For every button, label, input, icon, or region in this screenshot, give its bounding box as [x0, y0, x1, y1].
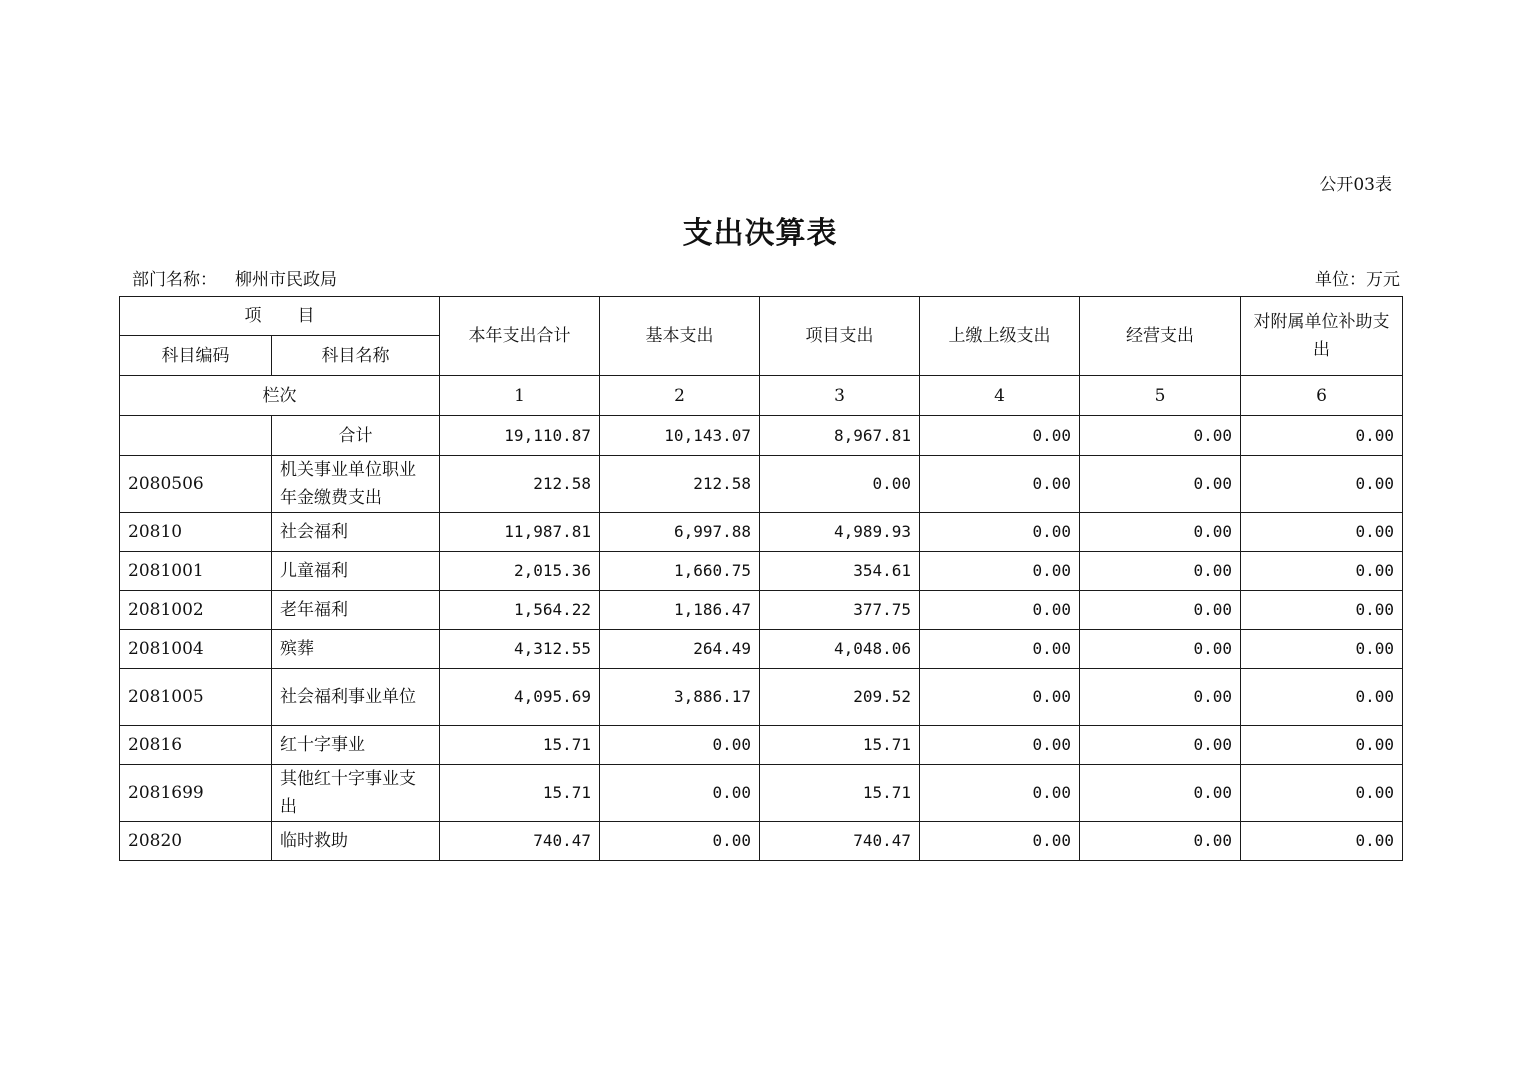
- row-value-3: 15.71: [760, 765, 920, 822]
- col-index-1: 1: [440, 376, 600, 416]
- row-value-1: 15.71: [440, 726, 600, 765]
- row-code: 2081005: [120, 669, 272, 726]
- expenditure-table: [119, 296, 1403, 861]
- row-value-1: 2,015.36: [440, 552, 600, 591]
- row-value-4: 0.00: [920, 552, 1080, 591]
- row-code: 2081002: [120, 591, 272, 630]
- row-value-5: 0.00: [1080, 726, 1241, 765]
- header-code: 科目编码: [120, 336, 272, 376]
- row-value-3: 15.71: [760, 726, 920, 765]
- row-value-5: 0.00: [1080, 765, 1241, 822]
- row-value-1: 1,564.22: [440, 591, 600, 630]
- row-value-2: 264.49: [600, 630, 760, 669]
- row-value-3: 354.61: [760, 552, 920, 591]
- row-value-4: 0.00: [920, 726, 1080, 765]
- total-value-3: 8,967.81: [760, 416, 920, 456]
- row-value-4: 0.00: [920, 456, 1080, 513]
- row-value-6: 0.00: [1241, 726, 1403, 765]
- row-name: 红十字事业: [272, 726, 440, 765]
- header-upper: 上缴上级支出: [920, 297, 1080, 376]
- col-index-4: 4: [920, 376, 1080, 416]
- row-name: 社会福利: [272, 513, 440, 552]
- col-index-5: 5: [1080, 376, 1241, 416]
- form-number: 公开03表: [1319, 175, 1392, 195]
- row-value-2: 0.00: [600, 822, 760, 861]
- header-subsidy: 对附属单位补助支出: [1241, 297, 1403, 376]
- row-value-1: 740.47: [440, 822, 600, 861]
- row-value-4: 0.00: [920, 669, 1080, 726]
- row-value-2: 0.00: [600, 765, 760, 822]
- row-value-5: 0.00: [1080, 456, 1241, 513]
- row-value-4: 0.00: [920, 822, 1080, 861]
- row-value-5: 0.00: [1080, 552, 1241, 591]
- row-code: 2081001: [120, 552, 272, 591]
- row-value-2: 212.58: [600, 456, 760, 513]
- row-value-4: 0.00: [920, 591, 1080, 630]
- row-name: 机关事业单位职业年金缴费支出: [272, 456, 440, 513]
- table-row: [120, 456, 1403, 513]
- table-row: [120, 765, 1403, 822]
- table-row: [120, 726, 1403, 765]
- total-name: 合计: [272, 416, 440, 456]
- total-value-1: 19,110.87: [440, 416, 600, 456]
- row-name: 社会福利事业单位: [272, 669, 440, 726]
- header-basic: 基本支出: [600, 297, 760, 376]
- row-code: 20816: [120, 726, 272, 765]
- department-name: 柳州市民政局: [235, 270, 337, 290]
- row-code: 20820: [120, 822, 272, 861]
- page-title: 支出决算表: [682, 216, 838, 251]
- row-value-3: 377.75: [760, 591, 920, 630]
- row-value-2: 1,660.75: [600, 552, 760, 591]
- row-value-3: 0.00: [760, 456, 920, 513]
- row-value-1: 15.71: [440, 765, 600, 822]
- row-value-6: 0.00: [1241, 591, 1403, 630]
- row-value-6: 0.00: [1241, 552, 1403, 591]
- total-row: [120, 416, 1403, 456]
- row-value-4: 0.00: [920, 765, 1080, 822]
- row-name: 其他红十字事业支出: [272, 765, 440, 822]
- row-value-5: 0.00: [1080, 513, 1241, 552]
- row-code: 20810: [120, 513, 272, 552]
- row-value-3: 740.47: [760, 822, 920, 861]
- col-index-2: 2: [600, 376, 760, 416]
- table-row: [120, 552, 1403, 591]
- header-name: 科目名称: [272, 336, 440, 376]
- row-value-3: 4,989.93: [760, 513, 920, 552]
- col-index-3: 3: [760, 376, 920, 416]
- row-value-6: 0.00: [1241, 669, 1403, 726]
- header-item: 项 目: [120, 297, 440, 336]
- table-row: [120, 513, 1403, 552]
- row-value-3: 209.52: [760, 669, 920, 726]
- row-value-6: 0.00: [1241, 630, 1403, 669]
- row-code: 2081699: [120, 765, 272, 822]
- total-value-4: 0.00: [920, 416, 1080, 456]
- row-value-5: 0.00: [1080, 822, 1241, 861]
- row-code: 2081004: [120, 630, 272, 669]
- row-value-6: 0.00: [1241, 822, 1403, 861]
- row-name: 儿童福利: [272, 552, 440, 591]
- row-value-5: 0.00: [1080, 630, 1241, 669]
- table-row: [120, 669, 1403, 726]
- row-value-1: 11,987.81: [440, 513, 600, 552]
- row-value-2: 0.00: [600, 726, 760, 765]
- row-name: 临时救助: [272, 822, 440, 861]
- table-row: [120, 630, 1403, 669]
- table-row: [120, 822, 1403, 861]
- row-name: 老年福利: [272, 591, 440, 630]
- row-value-2: 1,186.47: [600, 591, 760, 630]
- row-value-5: 0.00: [1080, 591, 1241, 630]
- table-row: [120, 591, 1403, 630]
- header-total: 本年支出合计: [440, 297, 600, 376]
- row-value-3: 4,048.06: [760, 630, 920, 669]
- total-value-5: 0.00: [1080, 416, 1241, 456]
- row-value-1: 4,095.69: [440, 669, 600, 726]
- header-business: 经营支出: [1080, 297, 1241, 376]
- row-value-6: 0.00: [1241, 765, 1403, 822]
- row-index-label: 栏次: [120, 376, 440, 416]
- row-value-6: 0.00: [1241, 456, 1403, 513]
- row-value-2: 3,886.17: [600, 669, 760, 726]
- row-value-5: 0.00: [1080, 669, 1241, 726]
- row-value-1: 4,312.55: [440, 630, 600, 669]
- col-index-6: 6: [1241, 376, 1403, 416]
- row-value-6: 0.00: [1241, 513, 1403, 552]
- department-line: [132, 265, 337, 290]
- row-name: 殡葬: [272, 630, 440, 669]
- row-value-4: 0.00: [920, 630, 1080, 669]
- department-label: 部门名称：: [132, 270, 217, 290]
- row-value-2: 6,997.88: [600, 513, 760, 552]
- total-code: [120, 416, 272, 456]
- row-code: 2080506: [120, 456, 272, 513]
- total-value-6: 0.00: [1241, 416, 1403, 456]
- header-project: 项目支出: [760, 297, 920, 376]
- total-value-2: 10,143.07: [600, 416, 760, 456]
- unit-label: 单位：万元: [1315, 270, 1400, 290]
- row-value-4: 0.00: [920, 513, 1080, 552]
- row-value-1: 212.58: [440, 456, 600, 513]
